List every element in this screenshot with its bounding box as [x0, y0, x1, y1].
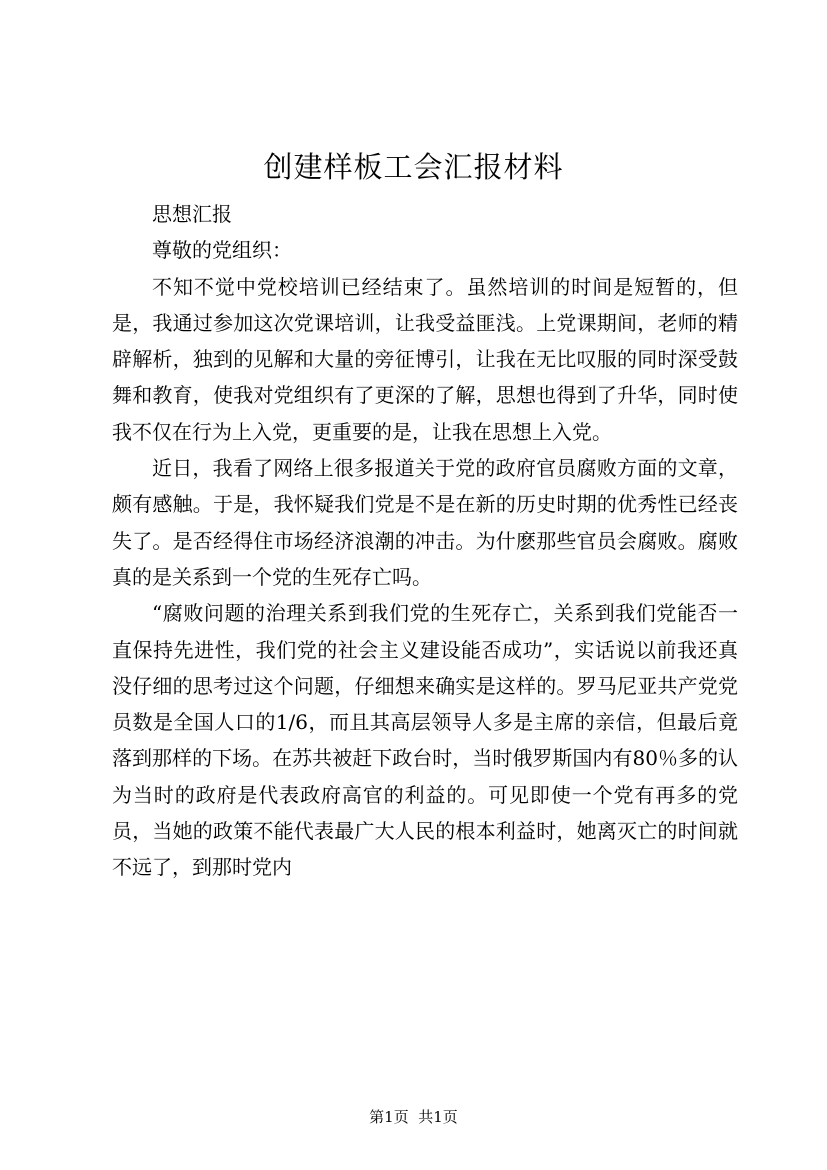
- page-number-current: 第1页: [369, 1108, 409, 1126]
- document-body: [112, 196, 738, 886]
- page-footer: [0, 1107, 827, 1127]
- paragraph: 不知不觉中党校培训已经结束了。虽然培训的时间是短暂的，但是，我通过参加这次党课培训，让我受益匪浅。上党课期间，老师的精辟解析，独到的见解和大量的旁征博引，让我在无比叹服的同时深受鼓舞和教育，使我对党组织有了更深的了解，思想也得到了升华，同时使我不仅在行为上入党，更重要的是，让我在思想上入党。: [112, 274, 738, 444]
- paragraph-salutation: 尊敬的党组织：: [152, 238, 292, 263]
- paragraph: “腐败问题的治理关系到我们党的生死存亡，关系到我们党能否一直保持先进性，我们党的社会主义建设能否成功”，实话说以前我还真没仔细的思考过这个问题，仔细想来确实是这样的。罗马尼亚共产党党员数是全国人口的1/6，而且其高层领导人多是主席的亲信，但最后竟落到那样的下场。在苏共被赶下政台时，当时俄罗斯国内有80％多的认为当时的政府是代表政府高官的利益的。可见即使一个党有再多的党员，当她的政策不能代表最广大人民的根本利益时，她离灭亡的时间就不远了，到那时党内: [112, 601, 738, 880]
- paragraph-heading: 思想汇报: [152, 202, 232, 226]
- page-number-total: 共1页: [418, 1108, 458, 1126]
- document-title: 创建样板工会汇报材料: [263, 150, 564, 184]
- footer-spacer: [409, 1108, 419, 1126]
- paragraph: 近日，我看了网络上很多报道关于党的政府官员腐败方面的文章，颇有感触。于是，我怀疑我们党是不是在新的历史时期的优秀性已经丧失了。是否经得住市场经济浪潮的冲击。为什麽那些官员会腐败。腐败真的是关系到一个党的生死存亡吗。: [112, 456, 738, 589]
